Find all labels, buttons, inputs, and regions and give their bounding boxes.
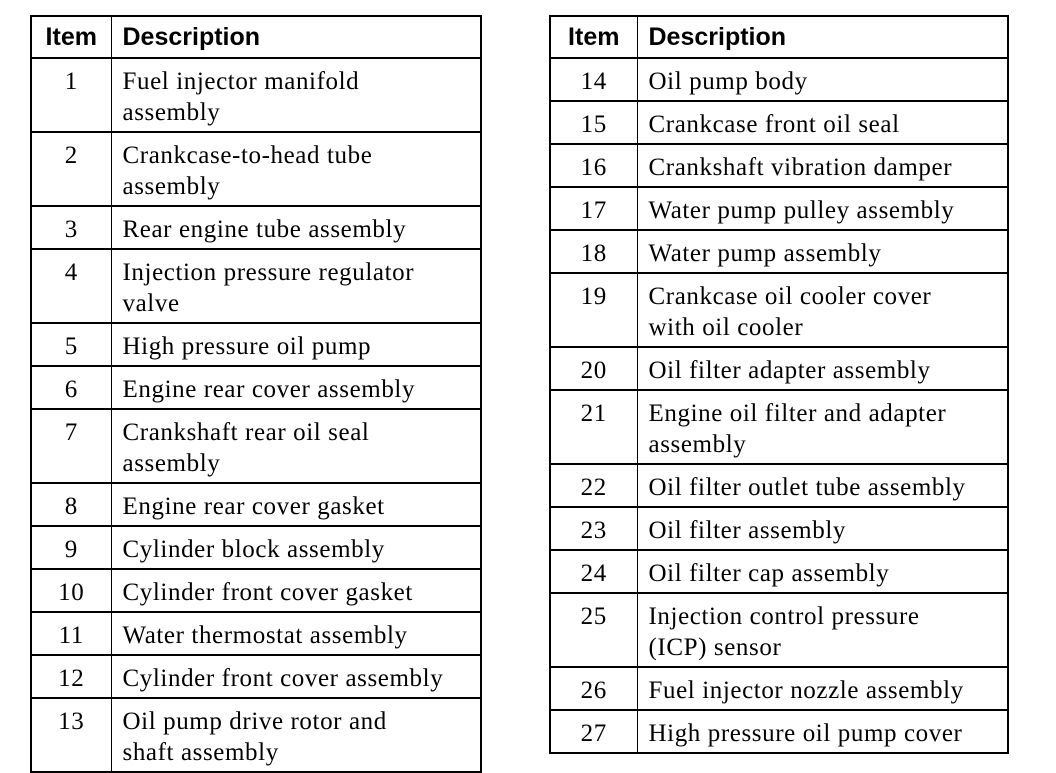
description-line: assembly bbox=[122, 173, 221, 200]
description-line: assembly bbox=[122, 99, 221, 126]
item-description bbox=[637, 464, 1008, 507]
description-line: Fuel injector manifold bbox=[122, 68, 360, 95]
item-number: 20 bbox=[550, 347, 637, 390]
description-line: Crankshaft vibration damper bbox=[648, 154, 953, 181]
item-description bbox=[637, 390, 1008, 464]
item-number: 6 bbox=[31, 366, 111, 409]
item-number: 26 bbox=[550, 667, 637, 710]
item-number: 4 bbox=[31, 249, 111, 323]
item-number: 24 bbox=[550, 550, 637, 593]
table-row bbox=[550, 347, 1008, 390]
description-line: Cylinder front cover gasket bbox=[122, 579, 413, 606]
description-line: Crankcase oil cooler cover bbox=[648, 283, 932, 310]
item-number: 11 bbox=[31, 612, 111, 655]
description-line: Oil pump body bbox=[648, 68, 808, 95]
item-description bbox=[111, 698, 481, 772]
table-row bbox=[31, 612, 481, 655]
table-row bbox=[550, 667, 1008, 710]
description-line: Cylinder block assembly bbox=[122, 536, 385, 563]
description-column-header: Description bbox=[637, 16, 1008, 58]
item-number: 5 bbox=[31, 323, 111, 366]
table-row bbox=[31, 323, 481, 366]
description-line: assembly bbox=[648, 431, 747, 458]
parts-table-body bbox=[31, 58, 481, 772]
description-line: with oil cooler bbox=[648, 314, 804, 341]
description-line: Engine oil filter and adapter bbox=[648, 400, 947, 427]
item-description bbox=[637, 58, 1008, 101]
item-column-header: Item bbox=[31, 16, 111, 58]
item-number: 17 bbox=[550, 187, 637, 230]
table-row bbox=[31, 206, 481, 249]
item-description bbox=[637, 667, 1008, 710]
item-number: 13 bbox=[31, 698, 111, 772]
description-line: Oil filter outlet tube assembly bbox=[648, 474, 966, 501]
item-description bbox=[111, 526, 481, 569]
description-line: Rear engine tube assembly bbox=[122, 216, 407, 243]
table-row bbox=[550, 187, 1008, 230]
description-line: Injection control pressure bbox=[648, 603, 920, 630]
description-line: Oil pump drive rotor and bbox=[122, 708, 387, 735]
item-number: 8 bbox=[31, 483, 111, 526]
table-row bbox=[31, 698, 481, 772]
header-row bbox=[31, 16, 481, 58]
parts-table-body bbox=[550, 58, 1008, 753]
item-number: 9 bbox=[31, 526, 111, 569]
item-description bbox=[111, 655, 481, 698]
item-description bbox=[111, 483, 481, 526]
item-number: 2 bbox=[31, 132, 111, 206]
table-row bbox=[31, 366, 481, 409]
description-line: Oil filter assembly bbox=[648, 517, 846, 544]
description-line: Crankcase-to-head tube bbox=[122, 142, 373, 169]
description-line: (ICP) sensor bbox=[648, 634, 782, 661]
header-row bbox=[550, 16, 1008, 58]
item-number: 12 bbox=[31, 655, 111, 698]
item-number: 22 bbox=[550, 464, 637, 507]
description-line: Water thermostat assembly bbox=[122, 622, 408, 649]
description-line: shaft assembly bbox=[122, 739, 279, 766]
item-description bbox=[111, 206, 481, 249]
description-line: valve bbox=[122, 290, 180, 317]
item-number: 21 bbox=[550, 390, 637, 464]
item-description bbox=[637, 710, 1008, 753]
item-number: 10 bbox=[31, 569, 111, 612]
description-line: Water pump assembly bbox=[648, 240, 882, 267]
item-description bbox=[637, 101, 1008, 144]
description-line: Injection pressure regulator bbox=[122, 259, 415, 286]
item-description bbox=[637, 187, 1008, 230]
table-row bbox=[31, 569, 481, 612]
description-line: Oil filter adapter assembly bbox=[648, 357, 931, 384]
description-line: Crankshaft rear oil seal bbox=[122, 419, 370, 446]
item-number: 16 bbox=[550, 144, 637, 187]
item-number: 14 bbox=[550, 58, 637, 101]
table-row bbox=[31, 655, 481, 698]
item-number: 15 bbox=[550, 101, 637, 144]
item-description bbox=[111, 569, 481, 612]
item-description bbox=[637, 273, 1008, 347]
table-row bbox=[31, 58, 481, 132]
table-row bbox=[550, 144, 1008, 187]
description-line: Engine rear cover gasket bbox=[122, 493, 385, 520]
item-column-header: Item bbox=[550, 16, 637, 58]
item-description bbox=[111, 249, 481, 323]
item-description bbox=[111, 612, 481, 655]
table-row bbox=[550, 507, 1008, 550]
item-description bbox=[111, 58, 481, 132]
item-description bbox=[111, 366, 481, 409]
description-line: Engine rear cover assembly bbox=[122, 376, 416, 403]
item-number: 3 bbox=[31, 206, 111, 249]
description-line: Cylinder front cover assembly bbox=[122, 665, 444, 692]
table-row bbox=[550, 101, 1008, 144]
description-line: Fuel injector nozzle assembly bbox=[648, 677, 964, 704]
parts-table-left bbox=[30, 15, 482, 773]
table-row bbox=[31, 526, 481, 569]
item-number: 18 bbox=[550, 230, 637, 273]
item-number: 1 bbox=[31, 58, 111, 132]
table-row bbox=[31, 483, 481, 526]
description-line: Crankcase front oil seal bbox=[648, 111, 900, 138]
table-row bbox=[550, 710, 1008, 753]
table-row bbox=[31, 249, 481, 323]
description-column-header: Description bbox=[111, 16, 481, 58]
table-row bbox=[31, 409, 481, 483]
item-description bbox=[637, 550, 1008, 593]
item-number: 25 bbox=[550, 593, 637, 667]
item-number: 27 bbox=[550, 710, 637, 753]
parts-table-right bbox=[549, 15, 1009, 754]
table-row bbox=[550, 593, 1008, 667]
item-description bbox=[637, 347, 1008, 390]
description-line: High pressure oil pump cover bbox=[648, 720, 963, 747]
description-line: High pressure oil pump bbox=[122, 333, 372, 360]
table-row bbox=[31, 132, 481, 206]
table-row bbox=[550, 58, 1008, 101]
item-description bbox=[637, 507, 1008, 550]
item-description bbox=[637, 230, 1008, 273]
item-description bbox=[111, 409, 481, 483]
description-line: Oil filter cap assembly bbox=[648, 560, 890, 587]
table-row bbox=[550, 230, 1008, 273]
description-line: Water pump pulley assembly bbox=[648, 197, 955, 224]
table-row bbox=[550, 550, 1008, 593]
table-row bbox=[550, 390, 1008, 464]
item-description bbox=[637, 144, 1008, 187]
table-row bbox=[550, 273, 1008, 347]
item-description bbox=[111, 132, 481, 206]
item-description bbox=[637, 593, 1008, 667]
item-number: 7 bbox=[31, 409, 111, 483]
table-row bbox=[550, 464, 1008, 507]
item-number: 19 bbox=[550, 273, 637, 347]
description-line: assembly bbox=[122, 450, 221, 477]
item-number: 23 bbox=[550, 507, 637, 550]
item-description bbox=[111, 323, 481, 366]
